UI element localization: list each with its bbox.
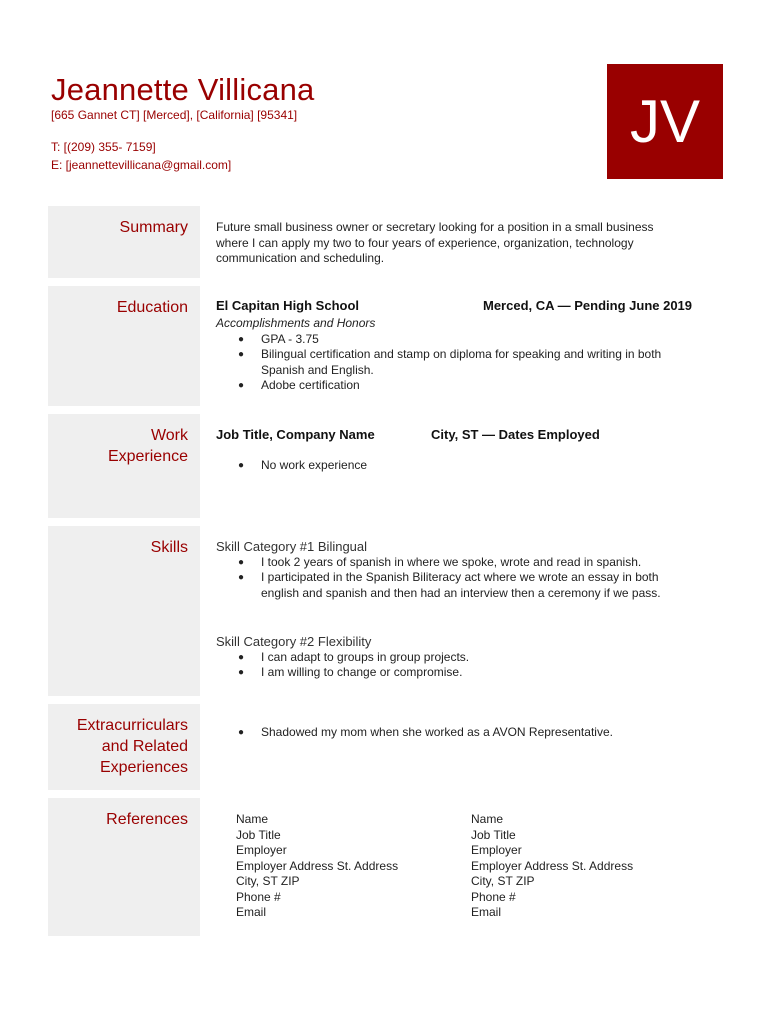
bullet-icon: ●: [238, 667, 245, 678]
work-section: [48, 414, 728, 518]
summary-line: where I can apply my two to four years of experience, organization, technology: [216, 235, 634, 250]
list-item: ● Shadowed my mom when she worked as a AVON Representative.: [238, 725, 613, 739]
summary-section: [48, 206, 728, 278]
skills-heading: Skills: [48, 526, 200, 696]
skills-list-1: [216, 555, 728, 602]
email-line: E: [jeannettevillicana@gmail.com]: [51, 158, 232, 172]
work-header-row: [216, 427, 728, 445]
extracurriculars-body: [216, 725, 728, 741]
education-list: [216, 332, 728, 394]
reference-2: Name Job Title Employer Employer Address St. Address City, ST ZIP Phone # Email: [471, 812, 634, 919]
bullet-icon: ●: [238, 333, 245, 345]
education-body: [216, 298, 728, 394]
phone-line: T: [(209) 355- 7159]: [51, 140, 156, 154]
job-location-dates: City, ST — Dates Employed: [431, 427, 600, 442]
references-heading: References: [48, 798, 200, 936]
extracurriculars-section: [48, 704, 728, 790]
list-item: ● Bilingual certification and stamp on diploma for speaking and writing in both Spanish and English.: [238, 347, 662, 377]
summary-heading: Summary: [48, 206, 200, 278]
list-item: ● I am willing to change or compromise.: [238, 665, 463, 679]
bullet-icon: ●: [238, 727, 245, 738]
summary-body: [216, 220, 728, 267]
work-body: [216, 427, 728, 474]
skills-body: [216, 539, 728, 681]
bullet-icon: ●: [238, 556, 245, 568]
education-subheading: Accomplishments and Honors: [216, 316, 376, 330]
education-header-row: [216, 298, 728, 316]
work-heading: Work Experience: [48, 414, 200, 518]
education-section: [48, 286, 728, 406]
school-location-date: Merced, CA — Pending June 2019: [483, 298, 693, 313]
list-item: ● GPA - 3.75: [238, 331, 319, 346]
bullet-icon: ●: [238, 380, 245, 391]
job-title-company: Job Title, Company Name: [216, 427, 375, 442]
reference-1: Name Job Title Employer Employer Address St. Address City, ST ZIP Phone # Email: [236, 812, 399, 919]
candidate-name: Jeannette Villicana: [51, 72, 315, 107]
list-item: ● I took 2 years of spanish in where we spoke, wrote and read in spanish.: [238, 554, 642, 569]
skill-category: Skill Category #2 Flexibility: [216, 634, 372, 649]
work-list: [216, 458, 728, 474]
monogram-logo: JV: [607, 64, 723, 179]
extracurriculars-list: [216, 725, 728, 741]
education-heading: Education: [48, 286, 200, 406]
summary-line: Future small business owner or secretary looking for a position in a small business: [216, 220, 654, 234]
list-item: ● I participated in the Spanish Biliteracy act where we wrote an essay in both english and spanish and then had an interview then a ceremony if we pass.: [238, 570, 661, 600]
list-item: ● No work experience: [238, 458, 368, 472]
bullet-icon: ●: [238, 572, 245, 583]
summary-line: communication and scheduling.: [216, 251, 385, 265]
list-item: ● Adobe certification: [238, 378, 360, 392]
bullet-icon: ●: [238, 651, 245, 663]
school-name: El Capitan High School: [216, 298, 360, 313]
skill-category: Skill Category #1 Bilingual: [216, 539, 368, 554]
skills-list-2: [216, 650, 728, 681]
bullet-icon: ●: [238, 349, 245, 360]
list-item: ● I can adapt to groups in group projects.: [238, 649, 470, 664]
address-line: [665 Gannet CT] [Merced], [California] [95341]: [51, 108, 298, 122]
references-section: [48, 798, 728, 936]
extracurriculars-heading: Extracurriculars and Related Experiences: [48, 704, 200, 790]
skills-section: [48, 526, 728, 696]
bullet-icon: ●: [238, 460, 245, 471]
